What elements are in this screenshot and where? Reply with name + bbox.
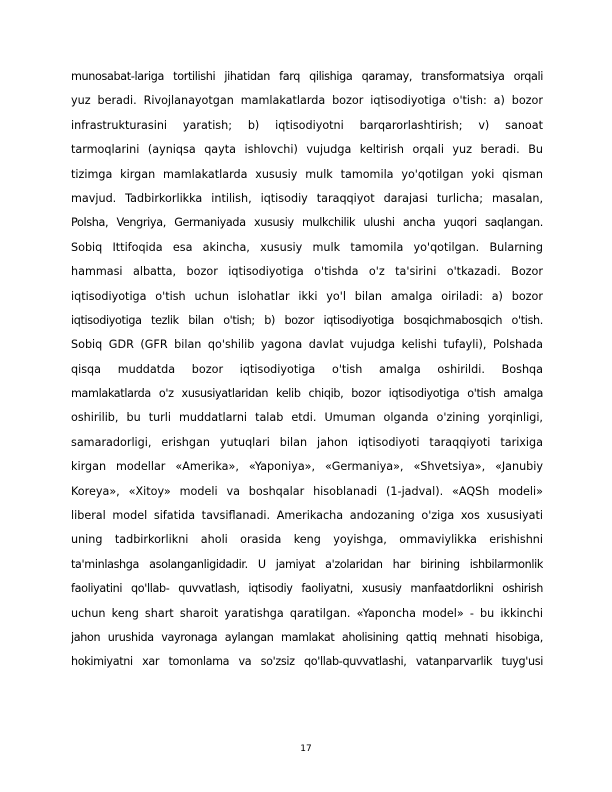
text-line: ta'minlashga asolanganligidadir. U jamiyat a'zolaridan har birining ishbilarmonlik	[71, 557, 543, 571]
text-line: Polsha, Vengriya, Germaniyada xususiy mulkchilik ulushi ancha yuqori saqlangan.	[71, 216, 543, 230]
text-line: kirgan modellar «Amerika», «Yaponiya», «Germaniya», «Shvetsiya», «Janubiy	[71, 460, 543, 474]
text-line: liberal model sifatida tavsiflanadi. Amerikacha andozaning o'ziga xos xususiyati	[71, 509, 543, 523]
text-line: hammasi albatta, bozor iqtisodiyotiga o'tishda o'z ta'sirini o'tkazadi. Bozor	[71, 265, 543, 279]
text-line: yuz beradi. Rivojlanayotgan mamlakatlarda bozor iqtisodiyotiga o'tish: a) bozor	[71, 94, 543, 108]
text-line: mavjud. Tadbirkorlikka intilish, iqtisodiy taraqqiyot darajasi turlicha; masalan,	[71, 191, 543, 205]
text-line: samaradorligi, erishgan yutuqlari bilan jahon iqtisodiyoti taraqqiyoti tarixiga	[71, 435, 543, 449]
page-number: 17	[300, 744, 312, 754]
text-line: Sobiq Ittifoqida esa akincha, xususiy mulk tamomila yo'qotilgan. Bularning	[71, 240, 543, 254]
text-line: qisqa muddatda bozor iqtisodiyotiga o'tish amalga oshirildi. Boshqa	[71, 362, 543, 376]
text-line: infrastrukturasini yaratish; b) iqtisodiyotni barqarorlashtirish; v) sanoat	[71, 118, 543, 132]
document-body	[71, 65, 543, 675]
text-line: faoliyatini qo'llab- quvvatlash, iqtisodiy faoliyatni, xususiy manfaatdorlikni oshirish	[71, 582, 543, 596]
text-line: tarmoqlarini (ayniqsa qayta ishlovchi) vujudga keltirish orqali yuz beradi. Bu	[71, 143, 543, 157]
text-line: uning tadbirkorlikni aholi orasida keng yoyishga, ommaviylikka erishishni	[71, 533, 543, 547]
text-line: Koreya», «Xitoy» modeli va boshqalar hisoblanadi (1-jadval). «AQSh modeli»	[71, 484, 543, 498]
text-line: jahon urushida vayronaga aylangan mamlakat aholisining qattiq mehnati hisobiga,	[71, 630, 543, 644]
text-line: mamlakatlarda o'z xususiyatlaridan kelib chiqib, bozor iqtisodiyotiga o'tish amalga	[71, 387, 543, 401]
text-line: munosabat-lariga tortilishi jihatidan farq qilishiga qaramay, transformatsiya orqali	[71, 70, 543, 83]
text-line: Sobiq GDR (GFR bilan qo'shilib yagona davlat vujudga kelishi tufayli), Polshada	[71, 338, 543, 352]
text-line: iqtisodiyotiga o'tish uchun islohatlar ikki yo'l bilan amalga oiriladi: a) bozor	[71, 289, 543, 303]
text-line: uchun keng shart sharoit yaratishga qaratilgan. «Yaponcha model» - bu ikkinchi	[71, 606, 543, 620]
text-line: iqtisodiyotiga tezlik bilan o'tish; b) bozor iqtisodiyotiga bosqichmabosqich o'tish.	[71, 313, 543, 327]
text-line: oshirilib, bu turli muddatlarni talab etdi. Umuman olganda o'zining yorqinligi,	[71, 411, 543, 425]
text-line: hokimiyatni xar tomonlama va so'zsiz qo'llab-quvvatlashi, vatanparvarlik tuyg'usi	[71, 655, 543, 669]
text-line: tizimga kirgan mamlakatlarda xususiy mulk tamomila yo'qotilgan yoki qisman	[71, 167, 543, 181]
